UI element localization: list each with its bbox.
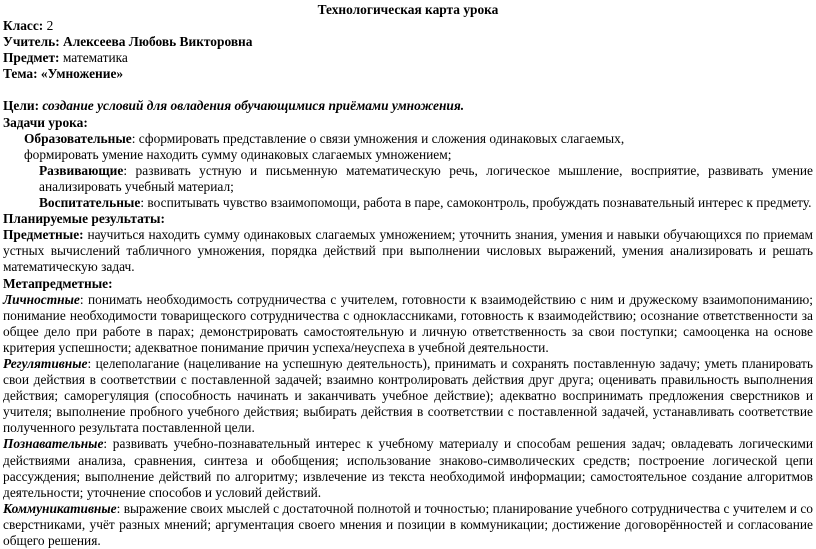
meta-heading: Метапредметные:: [3, 275, 113, 291]
cognitive-label: Познавательные: [3, 436, 104, 452]
class-value: 2: [43, 18, 54, 34]
personal-results: [3, 292, 813, 356]
goals-label: Цели:: [3, 98, 40, 114]
communicative-label: Коммуникативные: [3, 500, 117, 516]
developing-task: [3, 163, 813, 195]
subject-label: Предмет:: [3, 50, 60, 66]
results-heading: Планируемые результаты:: [3, 211, 165, 227]
educational-task: [3, 131, 813, 147]
goals-line: [3, 98, 813, 114]
personal-label: Личностные: [3, 291, 80, 307]
personal-text: : понимать необходимость сотрудничества с учителем, готовности к взаимодействию с ним и дружескому взаимопониманию; понимание необходимости товарищеского сотрудничества с одноклассниками, готовность к взаимодействию; осознание ответственности за общее дело при работе в парах; демонстрировать самостоятельную и личную ответственность за свои поступки; самооценка на основе критерия успешности; адекватное понимание причин успеха/неуспеха в учебной деятельности.: [3, 291, 813, 355]
teacher-label: Учитель:: [3, 34, 60, 50]
teacher-line: [3, 34, 813, 50]
cognitive-results: [3, 436, 813, 500]
teacher-value: Алексеева Любовь Викторовна: [59, 34, 253, 50]
topic-line: [3, 66, 813, 82]
subject-line: [3, 50, 813, 66]
regulatory-results: [3, 356, 813, 436]
topic-label: Тема:: [3, 66, 38, 82]
subject-results-label: Предметные:: [3, 227, 84, 243]
developing-label: Развивающие: [39, 162, 124, 178]
educational-text: : сформировать представление о связи умножения и сложения одинаковых слагаемых,: [131, 130, 625, 146]
tasks-heading: Задачи урока:: [3, 114, 88, 130]
subject-results-text: научиться находить сумму одинаковых слагаемых умножением; уточнить знания, умения и навыки обучающихся по приемам устных вычислений табличного умножения, порядка действий при выполнении числовых выражений, умения анализировать и решать математическую задач.: [3, 227, 813, 275]
upbringing-label: Воспитательные: [39, 195, 141, 211]
goals-value: создание условий для овладения обучающимися приёмами умножения.: [39, 98, 465, 114]
communicative-text: : выражение своих мыслей с достаточной полнотой и точностью; планирование учебного сотрудничества с учителем и со сверстниками, учёт разных мнений; аргументация своего мнения и позиции в коммуникации; достижение договорённостей и согласование общего решения.: [3, 500, 813, 548]
topic-value: «Умножение»: [37, 66, 124, 82]
communicative-results: [3, 501, 813, 549]
regulatory-label: Регулятивные: [3, 355, 88, 371]
spacer: [3, 82, 813, 98]
document-title: Технологическая карта урока: [317, 2, 499, 17]
educational-task-continued: формировать умение находить сумму одинаковых слагаемых умножением;: [24, 146, 452, 162]
subject-value: математика: [59, 50, 128, 66]
class-line: [3, 18, 813, 34]
regulatory-text: : целеполагание (нацеливание на успешную деятельность), принимать и сохранять поставленную задачу; уметь планировать свои действия в соответствии с поставленной задачей; взаимно контролировать действия друг друга; оценивать правильность выполнения действия; саморегуляция (способность начинать и заканчивать учебное действие); адекватно воспринимать предложения сверстников и учителя; выполнение пробного учебного действия; выбирать действия в соответствии с поставленной задачей, устанавливать соответствие полученного результата поставленной цели.: [3, 355, 813, 436]
subject-results: [3, 227, 813, 275]
educational-label: Образовательные: [24, 130, 132, 146]
upbringing-task: [3, 195, 813, 211]
upbringing-text: : воспитывать чувство взаимопомощи, работа в паре, самоконтроль, пробуждать познавательный интерес к предмету.: [140, 195, 812, 211]
class-label: Класс:: [3, 18, 44, 34]
cognitive-text: : развивать учебно-познавательный интерес к учебному материалу и способам решения задач; овладевать логическими действиями анализа, сравнения, синтеза и обобщения; использование знаково-символических средств; построение логической цепи рассуждения; выполнение действий по алгоритму; извлечение из текста необходимой информации; самостоятельное создание алгоритмов деятельности; уточнение способов и условий действий.: [3, 436, 813, 500]
developing-text: : развивать устную и письменную математическую речь, логическое мышление, восприятие, развивать умение анализировать учебный материал;: [39, 162, 813, 194]
